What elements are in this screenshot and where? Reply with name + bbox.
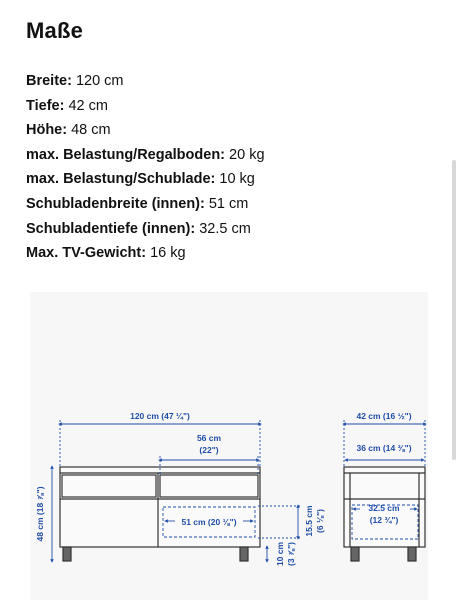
spec-label: Max. TV-Gewicht: (26, 245, 147, 262)
dim-front-height: 48 cm (18 ⅞") (35, 486, 45, 542)
spec-label: Schubladenbreite (innen): (26, 195, 205, 212)
spec-value: 10 kg (215, 171, 255, 188)
section-title: Maße (26, 18, 84, 43)
dim-drawer-inner-width: 51 cm (20 ⅛") (181, 517, 237, 527)
dim-side-depth: 42 cm (16 ½") (356, 411, 412, 421)
spec-value: 16 kg (146, 245, 186, 262)
dim-side-drawer-depth-cm: 32.5 cm (368, 503, 400, 513)
dim-front-width: 120 cm (47 ¼") (130, 411, 190, 421)
spec-value: 32.5 cm (195, 220, 251, 237)
spec-label: Höhe: (26, 122, 68, 139)
front-view-cabinet (60, 467, 260, 561)
spec-label: Breite: (26, 73, 72, 89)
dim-drawer-height-in: (6 ⅛") (315, 509, 325, 533)
dim-side-drawer-depth-in: (12 ¾") (369, 515, 399, 525)
spec-label: Tiefe: (26, 97, 65, 114)
spec-value: 42 cm (64, 97, 108, 114)
dim-drawer-height-cm: 15.5 cm (304, 505, 314, 537)
dim-leg-height-cm: 10 cm (275, 541, 285, 567)
spec-label: max. Belastung/Regalboden: (26, 146, 226, 163)
dim-leg-height-in: (3 ⅞") (286, 542, 296, 566)
dim-side-inner-depth: 36 cm (14 ⅜") (356, 443, 412, 453)
spec-value: 20 kg (225, 146, 265, 163)
spec-value: 48 cm (67, 122, 111, 139)
dim-front-upper-width-cm: 56 cm (196, 433, 222, 443)
spec-label: max. Belastung/Schublade: (26, 171, 216, 188)
side-view-cabinet (344, 467, 425, 561)
dim-front-upper-width-in: (22") (199, 445, 219, 455)
spec-value: 120 cm (71, 73, 124, 89)
spec-value: 51 cm (204, 195, 249, 212)
spec-label: Schubladentiefe (innen): (26, 220, 196, 237)
